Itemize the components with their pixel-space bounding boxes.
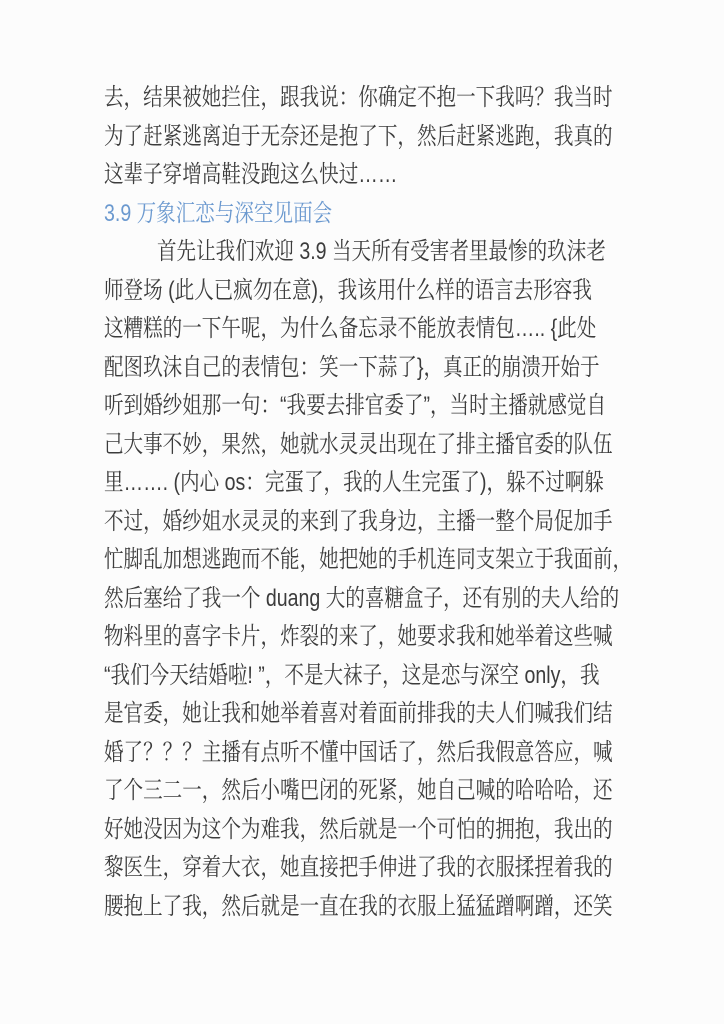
text-line: 黎医生，穿着大衣，她直接把手伸进了我的衣服揉捏着我的 bbox=[104, 854, 613, 881]
text-line: 是官委，她让我和她举着喜对着面前排我的夫人们喊我们结 bbox=[104, 700, 613, 727]
text-line: 物料里的喜字卡片，炸裂的来了，她要求我和她举着这些喊 bbox=[104, 623, 613, 650]
text-line: 己大事不妙，果然，她就水灵灵出现在了排主播官委的队伍 bbox=[104, 430, 613, 458]
section-heading: 3.9 万象汇恋与深空见面会 bbox=[104, 199, 333, 227]
text-line: 这辈子穿增高鞋没跑这么快过…… bbox=[104, 161, 398, 188]
text-line: 不过，婚纱姐水灵灵的来到了我身边，主播一整个局促加手 bbox=[104, 507, 613, 535]
text-line: 腰抱上了我，然后就是一直在我的衣服上猛猛蹭啊蹭，还笑 bbox=[104, 892, 613, 920]
text-line: 听到婚纱姐那一句：“我要去排官委了”，当时主播就感觉自 bbox=[104, 392, 607, 419]
text-line: 里……. (内心 os：完蛋了，我的人生完蛋了)，躲不过啊躲 bbox=[104, 469, 604, 496]
text-line: 首先让我们欢迎 3.9 当天所有受害者里最惨的玖沫老 bbox=[157, 238, 606, 265]
text-line: 配图玖沫自己的表情包：笑一下蒜了}，真正的崩溃开始于 bbox=[104, 353, 600, 381]
text-line: 然后塞给了我一个 duang 大的喜糖盒子，还有别的夫人给的 bbox=[104, 584, 620, 612]
text-line: 婚了？？？主播有点听不懂中国话了，然后我假意答应，喊 bbox=[104, 738, 613, 766]
text-line: 去，结果被她拦住，跟我说：你确定不抱一下我吗？我当时 bbox=[104, 84, 613, 111]
text-line: 为了赶紧逃离迫于无奈还是抱了下，然后赶紧逃跑，我真的 bbox=[104, 122, 613, 150]
text-line: 师登场 (此人已疯勿在意)，我该用什么样的语言去形容我 bbox=[104, 276, 592, 304]
document-body bbox=[104, 79, 664, 926]
text-line: 好她没因为这个为难我，然后就是一个可怕的拥抱，我出的 bbox=[104, 815, 613, 843]
text-line: 这糟糕的一下午呢，为什么备忘录不能放表情包….. {此处 bbox=[104, 315, 597, 342]
text-line: 了个三二一，然后小嘴巴闭的死紧，她自己喊的哈哈哈，还 bbox=[104, 777, 613, 804]
text-line: 忙脚乱加想逃跑而不能，她把她的手机连同支架立于我面前， bbox=[104, 546, 633, 573]
text-line: “我们今天结婚啦! ”，不是大袜子，这是恋与深空 only，我 bbox=[104, 661, 600, 689]
